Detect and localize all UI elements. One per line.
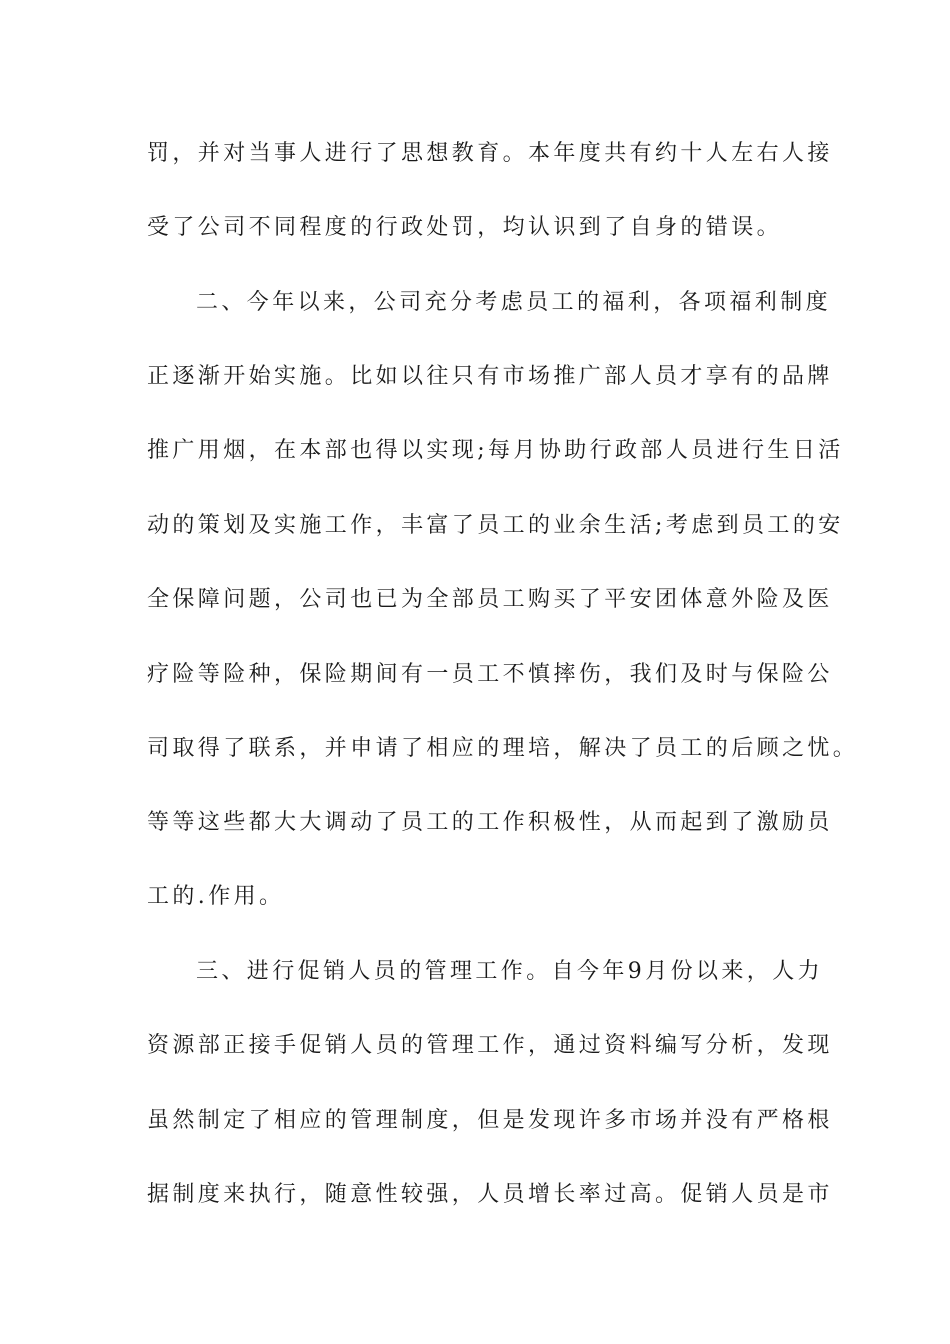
paragraph-start-line: 三、进行促销人员的管理工作。自今年9月份以来，人力 — [196, 959, 823, 984]
text-line: 司取得了联系，并申请了相应的理培，解决了员工的后顾之忧。 — [147, 736, 859, 761]
text-line: 虽然制定了相应的管理制度，但是发现许多市场并没有严格根 — [147, 1108, 833, 1133]
text-line: 全保障问题，公司也已为全部员工购买了平安团体意外险及医 — [147, 587, 833, 612]
text-line: 据制度来执行，随意性较强，人员增长率过高。促销人员是市 — [147, 1182, 833, 1207]
text-line: 推广用烟，在本部也得以实现;每月协助行政部人员进行生日活 — [147, 438, 844, 463]
text-line: 疗险等险种，保险期间有一员工不慎摔伤，我们及时与保险公 — [147, 662, 833, 687]
text-line: 正逐渐开始实施。比如以往只有市场推广部人员才享有的品牌 — [147, 364, 833, 389]
text-line: 受了公司不同程度的行政处罚，均认识到了自身的错误。 — [147, 215, 783, 240]
text-line: 动的策划及实施工作，丰富了员工的业余生活;考虑到员工的安 — [147, 513, 844, 538]
text-line: 资源部正接手促销人员的管理工作，通过资料编写分析，发现 — [147, 1033, 833, 1058]
text-line: 工的.作用。 — [147, 884, 285, 909]
text-line: 罚，并对当事人进行了思想教育。本年度共有约十人左右人接 — [147, 141, 833, 166]
paragraph-start-line: 二、今年以来，公司充分考虑员工的福利，各项福利制度 — [196, 290, 832, 315]
text-line: 等等这些都大大调动了员工的工作积极性，从而起到了激励员 — [147, 810, 833, 835]
